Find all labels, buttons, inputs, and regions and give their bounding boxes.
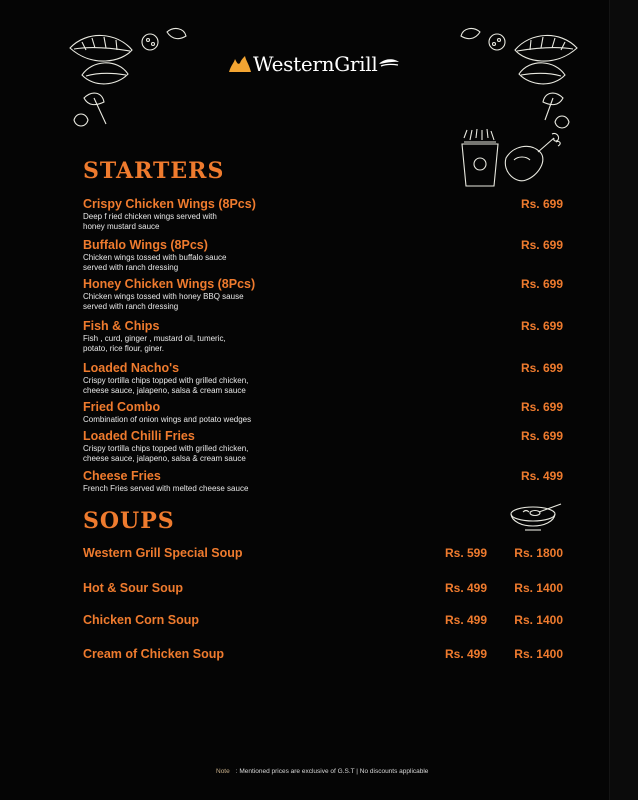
menu-item xyxy=(83,238,563,272)
footer-note xyxy=(216,768,428,775)
item-price: Rs. 699 xyxy=(520,319,563,333)
item-price: Rs. 699 xyxy=(520,361,563,375)
item-name: Honey Chicken Wings (8Pcs) xyxy=(83,277,256,291)
item-name: Loaded Chilli Fries xyxy=(83,429,195,443)
soup-row xyxy=(83,647,563,663)
soup-row xyxy=(83,581,563,597)
item-name: Crispy Chicken Wings (8Pcs) xyxy=(83,197,256,211)
soup-price-large: Rs. 1400 xyxy=(514,647,563,661)
page-edge-strip xyxy=(609,0,638,800)
item-name: Loaded Nacho's xyxy=(83,361,180,375)
soup-bowl-illustration xyxy=(505,500,565,540)
soup-name: Chicken Corn Soup xyxy=(83,613,199,627)
leaf-corner-decoration-left xyxy=(62,20,192,135)
swoosh-icon xyxy=(378,58,400,70)
menu-item xyxy=(83,469,563,494)
menu-item xyxy=(83,429,563,463)
soup-price-small: Rs. 499 xyxy=(445,581,488,595)
soup-row xyxy=(83,613,563,629)
item-description: Crispy tortilla chips topped with grilled chicken, cheese sauce, jalapeno, salsa & cream sauce xyxy=(83,376,249,395)
section-title-soups: SOUPS xyxy=(83,508,175,534)
soup-name: Cream of Chicken Soup xyxy=(83,647,224,661)
menu-item xyxy=(83,361,563,395)
leaf-corner-decoration-right xyxy=(455,20,585,135)
item-description: French Fries served with melted cheese sauce xyxy=(83,484,249,493)
brand-logo xyxy=(228,50,400,78)
flame-icon xyxy=(228,55,252,73)
item-description: Fish , curd, ginger , mustard oil, tumeric, potato, rice flour, giner. xyxy=(83,334,226,353)
menu-item xyxy=(83,277,563,311)
section-title-starters: STARTERS xyxy=(83,158,225,184)
soup-name: Western Grill Special Soup xyxy=(83,546,243,560)
item-description: Crispy tortilla chips topped with grilled chicken, cheese sauce, jalapeno, salsa & cream sauce xyxy=(83,444,249,463)
item-price: Rs. 499 xyxy=(520,469,563,483)
item-price: Rs. 699 xyxy=(520,277,563,291)
soup-price-small: Rs. 599 xyxy=(445,546,488,560)
item-description: Combination of onion wings and potato wedges xyxy=(83,415,252,424)
item-description: Deep f ried chicken wings served with honey mustard sauce xyxy=(83,212,217,231)
soup-price-small: Rs. 499 xyxy=(445,647,488,661)
soup-price-small: Rs. 499 xyxy=(445,613,488,627)
item-price: Rs. 699 xyxy=(520,429,563,443)
menu-item xyxy=(83,197,563,231)
soup-price-large: Rs. 1800 xyxy=(514,546,563,560)
menu-item xyxy=(83,400,563,425)
note-label: Note xyxy=(216,768,230,775)
soup-price-large: Rs. 1400 xyxy=(514,613,563,627)
soup-row xyxy=(83,546,563,562)
soup-price-large: Rs. 1400 xyxy=(514,581,563,595)
item-name: Cheese Fries xyxy=(83,469,161,483)
menu-item xyxy=(83,319,563,353)
item-name: Fish & Chips xyxy=(83,319,160,333)
item-description: Chicken wings tossed with buffalo sauce served with ranch dressing xyxy=(83,253,227,272)
soup-name: Hot & Sour Soup xyxy=(83,581,183,595)
item-price: Rs. 699 xyxy=(520,238,563,252)
item-description: Chicken wings tossed with honey BBQ sause served with ranch dressing xyxy=(83,292,244,311)
fries-chicken-illustration xyxy=(458,128,564,192)
brand-name: WesternGrill xyxy=(253,52,378,76)
item-price: Rs. 699 xyxy=(520,400,563,414)
item-name: Buffalo Wings (8Pcs) xyxy=(83,238,208,252)
item-name: Fried Combo xyxy=(83,400,161,414)
note-text: : Mentioned prices are exclusive of G.S.T | No discounts applicable xyxy=(235,768,429,775)
item-price: Rs. 699 xyxy=(520,197,563,211)
